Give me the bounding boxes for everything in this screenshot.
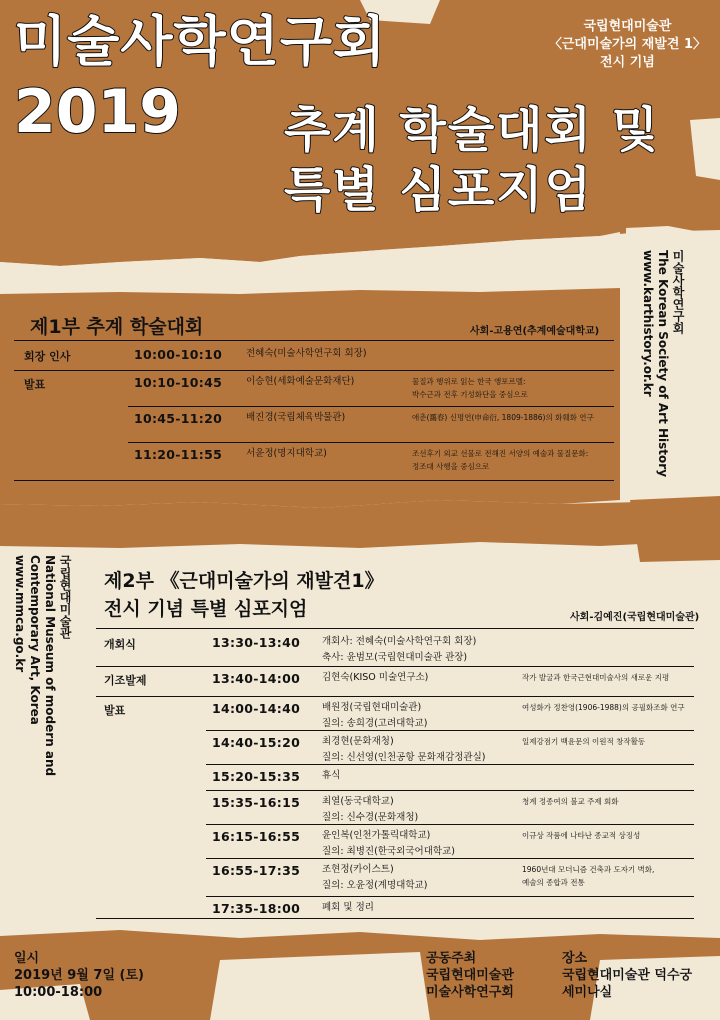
row-divider	[128, 442, 614, 443]
session-label: 기조발제	[104, 674, 147, 687]
part1-title: 제1부 추계 학술대회	[30, 316, 204, 338]
session-topic: 여성화가 정찬영(1906-1988)의 공필화조화 연구	[522, 703, 685, 712]
session-topic: 애춘(靄春) 신명연(申命衍, 1809-1886)의 화훼화 연구	[412, 413, 594, 422]
org-line2: 〈근대미술가의 재발견 1〉	[548, 37, 706, 52]
session-label: 발표	[104, 704, 126, 717]
row-divider	[206, 858, 694, 859]
museum-vertical	[12, 555, 72, 815]
part1-top-rule	[14, 340, 614, 341]
date-block	[14, 950, 144, 1001]
session-topic: 일제강점기 백윤문의 이원적 창작활동	[522, 737, 646, 746]
museum-english1: National Museum of modern and	[43, 555, 57, 777]
part1-moderator: 사회-고용연(추계예술대학교)	[470, 326, 600, 337]
date-value: 2019년 9월 7일 (토)	[14, 968, 144, 983]
session-speaker: 이승현(세화예술문화재단)	[246, 376, 355, 387]
part2-moderator: 사회-김예진(국립현대미술관)	[570, 612, 700, 623]
title-year: 2019	[14, 77, 181, 147]
session-topic: 청계 정종여의 불교 주제 회화	[522, 797, 619, 806]
host-block	[426, 950, 514, 1001]
row-divider	[14, 480, 614, 481]
session-time: 13:30-13:40	[212, 635, 301, 650]
exhibition-org	[549, 18, 706, 72]
venue-room: 세미나실	[562, 985, 613, 1000]
session-time: 10:10-10:45	[134, 375, 223, 390]
venue-block	[562, 950, 692, 1001]
museum-english2: Contemporary Art, Korea	[28, 555, 42, 725]
session-topic: 조선후기 외교 선물로 전해진 서양의 예술과 물질문화: 정조대 사행을 중심으로	[412, 449, 589, 471]
org-line1: 국립현대미술관	[583, 19, 672, 34]
row-divider	[14, 370, 614, 371]
session-label: 발표	[24, 378, 46, 391]
host-label: 공동주최	[426, 951, 477, 966]
session-label: 개회식	[104, 638, 136, 651]
venue-name: 국립현대미술관 덕수궁	[562, 968, 693, 983]
session-time: 16:55-17:35	[212, 863, 301, 878]
host-society: 미술사학연구회	[426, 985, 514, 1000]
row-divider	[96, 696, 694, 697]
session-speaker: 전혜숙(미술사학연구회 회장)	[246, 348, 367, 359]
session-label: 회장 인사	[24, 350, 71, 363]
session-speaker: 최경현(문화재청) 질의: 신선영(인천공항 문화재감정관실)	[322, 736, 486, 763]
session-topic: 1960년대 모더니즘 건축과 도자기 벽화, 예술의 종합과 전통	[522, 865, 655, 887]
museum-korean: 국립현대미술관	[58, 555, 72, 639]
session-speaker: 조현정(카이스트) 질의: 오윤정(계명대학교)	[322, 864, 428, 891]
part2-title-line1: 제2부 《근대미술가의 재발견1》	[104, 570, 384, 592]
session-time: 14:40-15:20	[212, 735, 301, 750]
session-speaker: 개회사: 전혜숙(미술사학연구회 회장) 축사: 윤범모(국립현대미술관 관장)	[322, 636, 477, 663]
session-time: 17:35-18:00	[212, 901, 301, 916]
society-korean: 미술사학연구회	[671, 250, 685, 334]
session-time: 15:35-16:15	[212, 795, 301, 810]
venue-label: 장소	[562, 951, 588, 966]
title-line2: 추계 학술대회 및	[284, 102, 660, 158]
title-line1: 미술사학연구회	[14, 10, 387, 73]
date-label: 일시	[14, 951, 40, 966]
session-speaker: 서윤정(명지대학교)	[246, 448, 327, 459]
org-line3: 전시 기념	[600, 55, 655, 70]
part2-top-rule	[96, 628, 694, 629]
session-speaker: 최열(동국대학교) 질의: 신수경(문화재청)	[322, 796, 419, 823]
row-divider	[206, 896, 694, 897]
hours-value: 10:00-18:00	[14, 985, 103, 1000]
title-line3: 특별 심포지엄	[284, 162, 593, 218]
society-vertical	[640, 250, 685, 550]
session-speaker: 폐회 및 정리	[322, 902, 374, 913]
session-time: 15:20-15:35	[212, 769, 301, 784]
session-topic: 물질과 행위로 읽는 한국 앵포르멜: 박수근과 전후 기성화단을 중심으로	[412, 377, 528, 399]
row-divider	[206, 730, 694, 731]
session-time: 16:15-16:55	[212, 829, 301, 844]
session-speaker: 배진경(국립체육박물관)	[246, 412, 346, 423]
host-museum: 국립현대미술관	[426, 968, 514, 983]
society-english: The Korean Society of Art History	[656, 250, 670, 478]
session-speaker: 배원정(국립현대미술관) 질의: 송희경(고려대학교)	[322, 702, 428, 729]
row-divider	[96, 918, 694, 919]
session-speaker: 휴식	[322, 770, 341, 781]
row-divider	[206, 764, 694, 765]
session-time: 13:40-14:00	[212, 671, 301, 686]
session-speaker: 윤인복(인천가톨릭대학교) 질의: 최병진(한국외국어대학교)	[322, 830, 455, 857]
society-url: www.karthistory.or.kr	[641, 250, 655, 397]
row-divider	[206, 824, 694, 825]
session-time: 10:45-11:20	[134, 411, 223, 426]
row-divider	[128, 406, 614, 407]
session-time: 11:20-11:55	[134, 447, 223, 462]
session-speaker: 김현숙(KISO 미술연구소)	[322, 672, 429, 683]
row-divider	[206, 790, 694, 791]
part2-title-line2: 전시 기념 특별 심포지엄	[104, 598, 308, 620]
session-time: 10:00-10:10	[134, 347, 223, 362]
row-divider	[96, 666, 694, 667]
session-time: 14:00-14:40	[212, 701, 301, 716]
session-topic: 이규상 작품에 나타난 종교적 상징성	[522, 831, 641, 840]
session-topic: 작가 발굴과 한국근현대미술사의 새로운 지평	[522, 673, 670, 682]
museum-url: www.mmca.go.kr	[13, 555, 27, 673]
